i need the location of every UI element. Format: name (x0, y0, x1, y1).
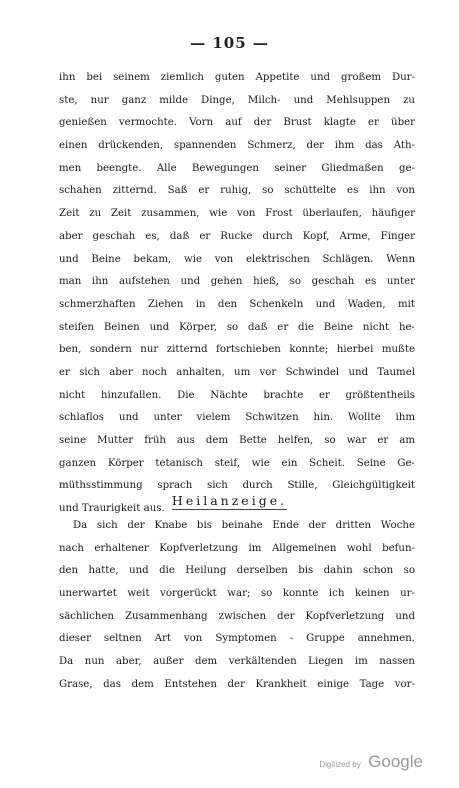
text-line: einen drückenden, spannenden Schmerz, der ihm das Ath- (59, 140, 415, 152)
text-line: er sich aber noch anhalten, um vor Schwindel und Taumel (59, 366, 415, 378)
text-line: müthsstimmung sprach sich durch Stille, Gleichgültigkeit (59, 480, 415, 492)
text-line: Da nun aber, außer dem verkältenden Liegen im nassen (59, 656, 415, 668)
page-number: — 105 — (190, 34, 269, 52)
paragraph-symptoms (59, 67, 415, 521)
text-line: Da sich der Knabe bis beinahe Ende der dritten Woche (73, 520, 415, 531)
text-line: ste, nur ganz milde Dinge, Milch- und Mehlsuppen zu (59, 94, 415, 106)
text-line: genießen vermochte. Vorn auf der Brust klagte er über (59, 117, 415, 129)
text-line: und Traurigkeit aus. (59, 503, 165, 515)
text-line: ihn bei seinem ziemlich guten Appetite und großem Dur- (59, 72, 415, 83)
text-line: man ihn aufstehen und gehen hieß, so geschah es unter (59, 276, 415, 288)
text-line: den hatte, und die Heilung derselben bis dahin schon so (59, 565, 415, 577)
text-line: nicht hinzufallen. Die Nächte brachte er größtentheils (59, 389, 415, 401)
paragraph-indication (59, 515, 415, 697)
text-line: men beengte. Alle Bewegungen seiner Gliedmaßen ge- (59, 162, 415, 174)
text-line: schlaflos und unter vielem Schwitzen hin. Wollte ihm (59, 412, 415, 424)
text-line: schmerzhaften Ziehen in den Schenkeln und Waden, mit (59, 298, 415, 310)
text-line: Zeit zu Zeit zusammen, wie von Frost überlaufen, häufiger (59, 208, 415, 220)
text-line: sächlichen Zusammenhang zwischen der Kopfverletzung und (59, 610, 415, 622)
section-heading-text: Heilanzeige. (171, 493, 288, 508)
text-line: und Beine bekam, wie von elektrischen Schlägen. Wenn (59, 253, 415, 265)
text-line: aber geschah es, daß er Rucke durch Kopf, Arme, Finger (59, 230, 415, 242)
text-line: nach erhaltener Kopfverletzung im Allgemeinen wohl befun- (59, 542, 415, 554)
text-line: ganzen Körper tetanisch steif, wie ein Scheit. Seine Ge- (59, 457, 415, 469)
text-line: ben, sondern nur zitternd fortschieben konnte; hierbei mußte (59, 344, 415, 356)
text-line: seine Mutter früh aus dem Bette helfen, so war er am (59, 435, 415, 446)
text-line: unerwartet weit vorgerückt war; so konnte ich keinen ur- (59, 588, 415, 600)
watermark-prefix: Digitized by (319, 760, 361, 769)
google-logo: Google (368, 752, 423, 771)
text-line: dieser seltnen Art von Symptomen - Gruppe annehmen. (59, 633, 415, 645)
text-line: steifen Beinen und Körper, so daß er die Beine nicht he- (59, 321, 415, 333)
digitized-by-google-watermark (319, 752, 423, 772)
section-heading (0, 493, 459, 510)
text-line: Grase, das dem Entstehen der Krankheit einige Tage vor- (59, 678, 415, 690)
text-line: schahen zitternd. Saß er ruhig, so schüttelte es ihn von (59, 185, 415, 197)
